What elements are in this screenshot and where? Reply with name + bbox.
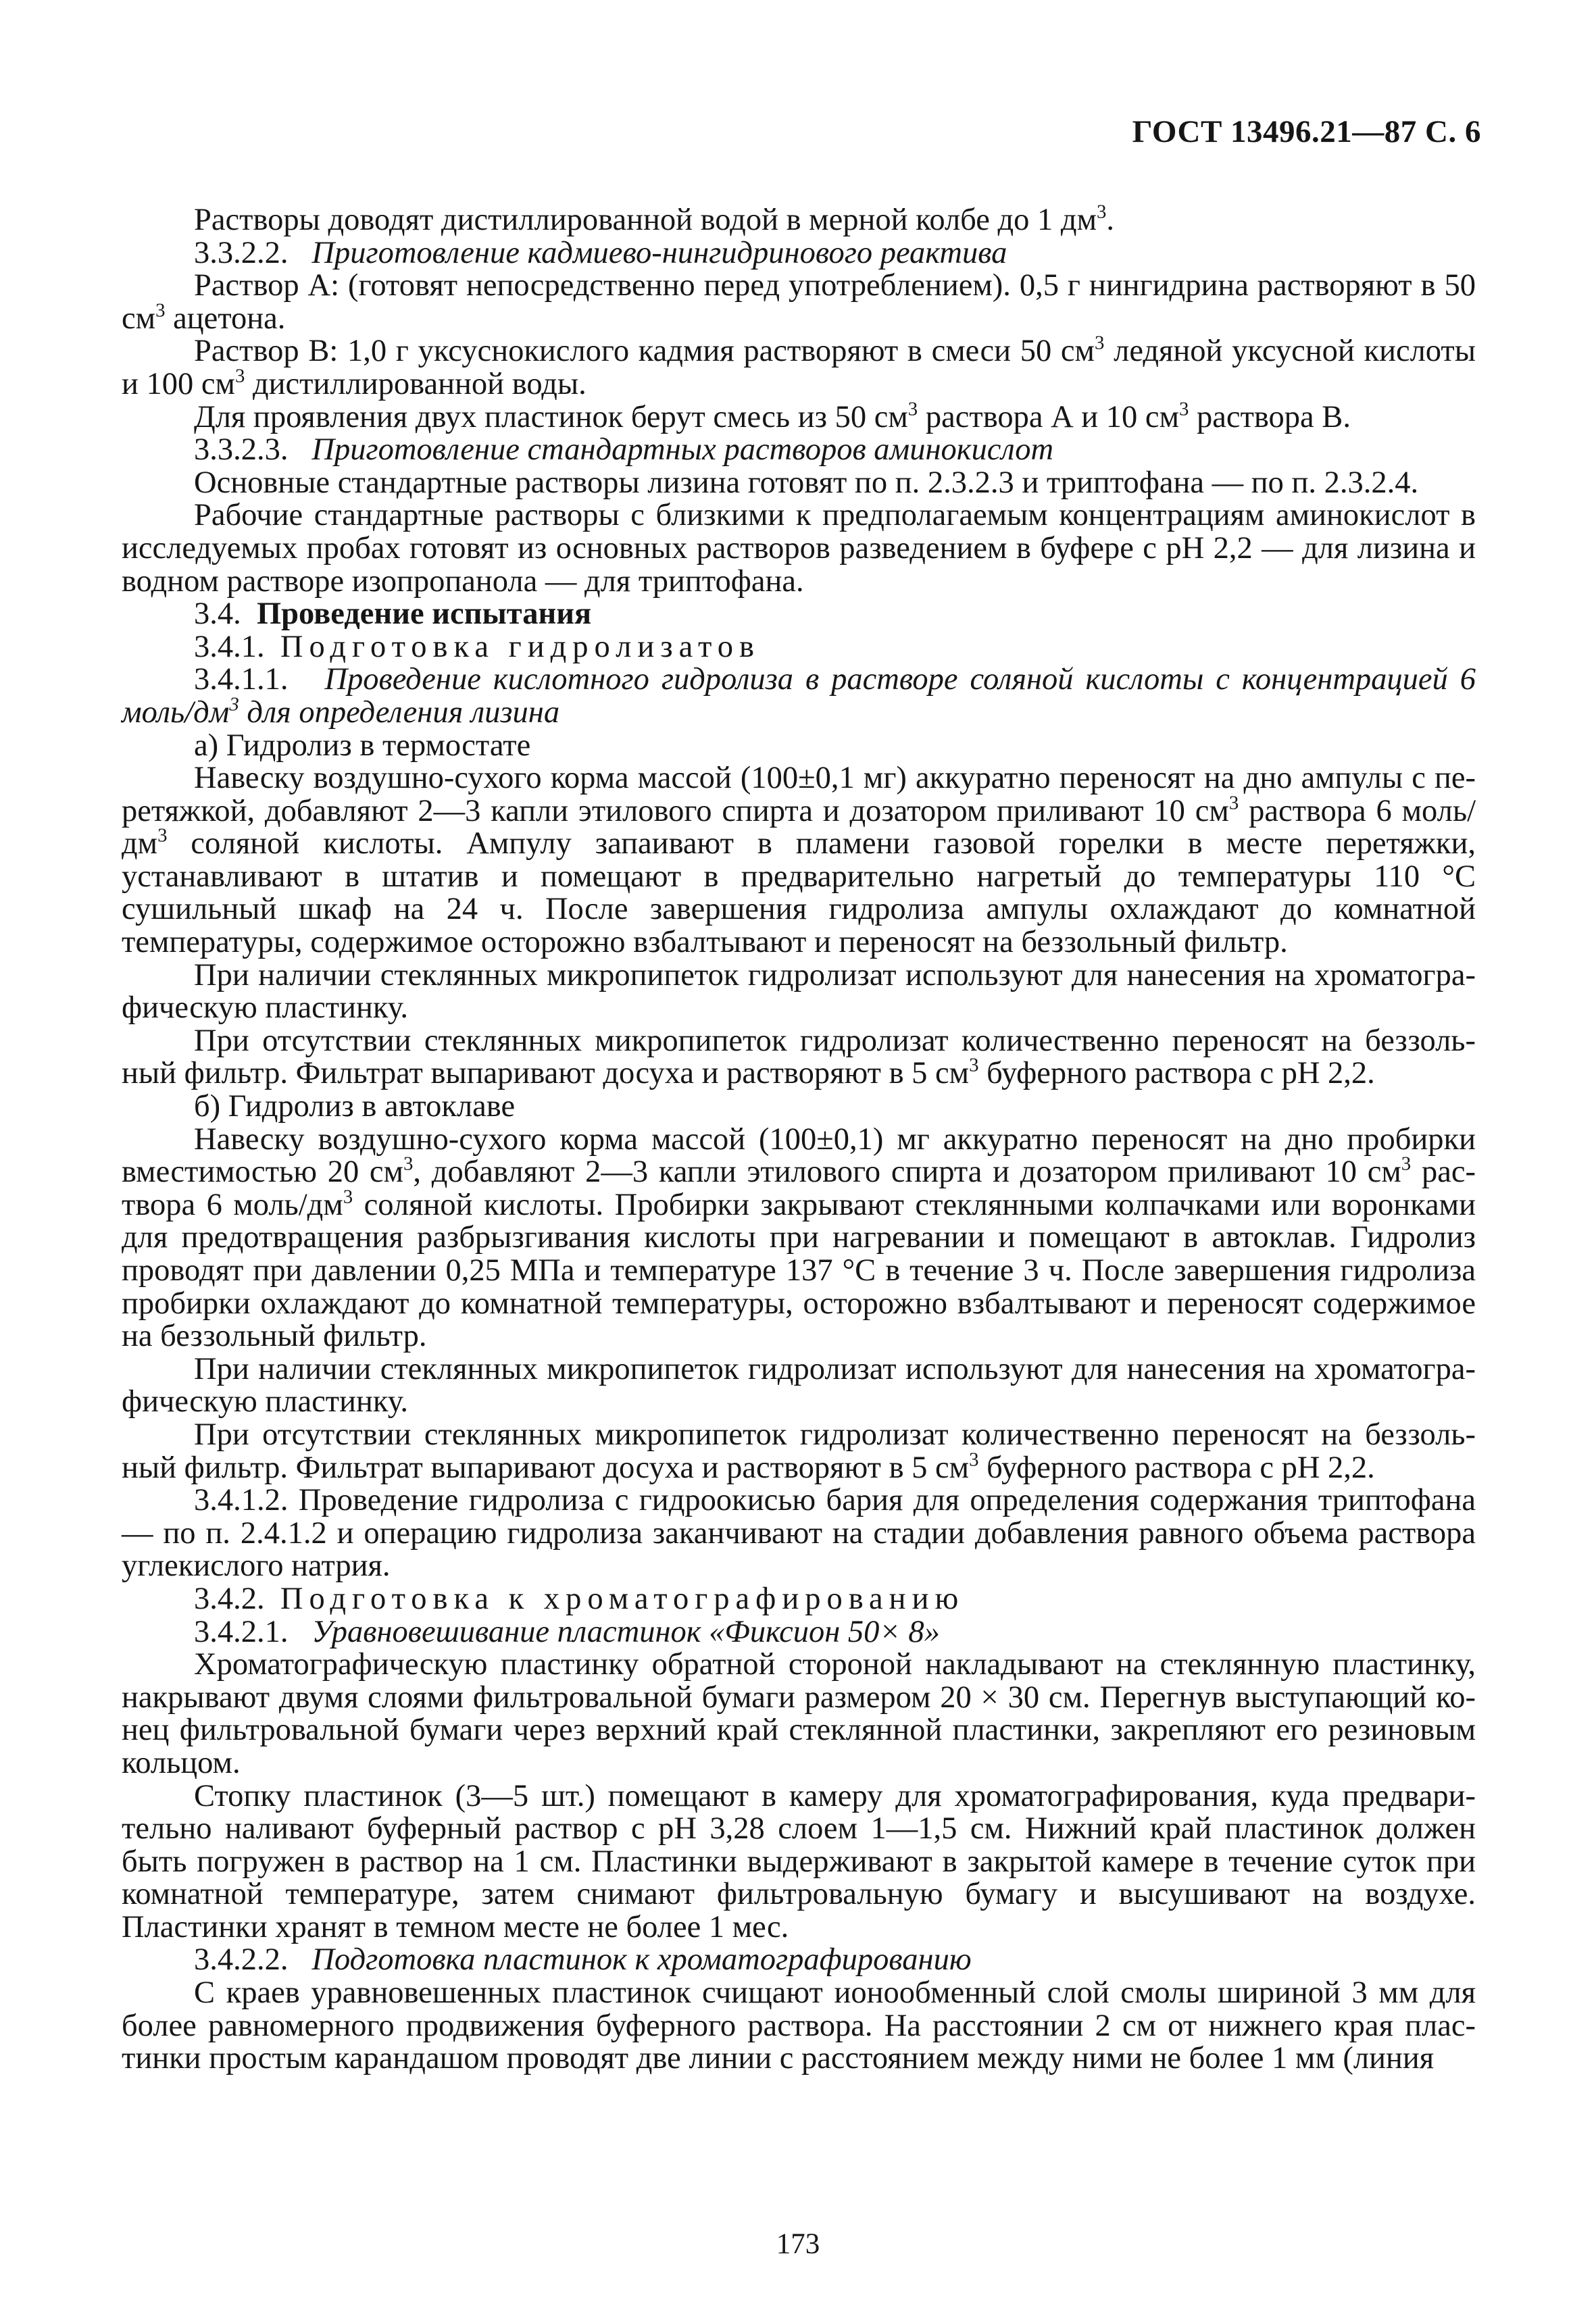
text-run: раствора 6 моль/дм — [122, 1155, 1476, 1222]
paragraph — [122, 1025, 1476, 1090]
superscript: 3 — [343, 1186, 353, 1208]
section-number: 3.4. — [194, 597, 241, 632]
section-title: для определения лизина — [239, 695, 560, 730]
text-run: . — [1106, 203, 1115, 237]
text-run: раствора А и 10 см — [918, 399, 1179, 434]
section-title: Приготовление стандартных растворов аминокислот — [311, 432, 1054, 468]
paragraph: Рабочие стандартные растворы с близкими к предполагаемым концентрациям аминокислот в исследуемых пробах готовят из основных растворов разведением в буфере с рН 2,2 — для лизина и водном растворе изопропанола — для триптофана. — [122, 498, 1476, 599]
subsection-heading — [122, 1944, 1476, 1977]
paragraph — [122, 1419, 1476, 1484]
superscript: 3 — [969, 1449, 979, 1471]
paragraph — [122, 332, 1476, 401]
superscript: 3 — [1094, 332, 1105, 355]
text-run: буферного раствора с рН 2,2. — [978, 1450, 1375, 1485]
text-run: раствора 6 моль/дм — [122, 793, 1476, 861]
section-number: 3.3.2.3. — [194, 432, 289, 468]
superscript: 3 — [969, 1055, 979, 1077]
paragraph: Стопку пластинок (3—5 шт.) помещают в камеру для хроматографирования, куда предварительно наливают буферный раствор с рН 3,28 слоем 1—1,5 см. Нижний край пластинок должен быть погружен в раствор на 1 см. Пластинки выдерживают в закрытой камере в течение суток при комнатной температуре, затем снимают фильтровальную бумагу и высушивают на воздухе. Пластинки хранят в темном месте не более 1 мес. — [122, 1778, 1476, 1944]
superscript: 3 — [1097, 201, 1107, 223]
section-title: Проведение кислотного гидролиза в растворе соляной кислоты с концентрацией 6 моль/дм — [122, 662, 1476, 730]
section-heading — [122, 598, 1476, 631]
subsection-heading — [122, 631, 1476, 664]
text-run: соляной кислоты. Ампулу запаивают в пламени газовой горелки в месте перетяжки, устанавливают в штатив и помещают в предварительно нагретый до температуры 110 °С сушильный шкаф на 24 ч. После завершения гидролиза ампулы охлаждают до комнатной температуры, содержимое осторожно взбалтывают и переносят на беззольный фильтр. — [122, 826, 1476, 960]
subsection-heading — [122, 1616, 1476, 1649]
section-number: 3.4.2.1. — [194, 1614, 289, 1649]
text-run: , добавляют 2—3 капли этилового спирта и дозатором приливают 10 см — [413, 1155, 1401, 1190]
paragraph: а) Гидролиз в термостате — [194, 728, 531, 763]
paragraph — [122, 270, 1476, 335]
subsection-heading — [122, 1583, 1476, 1616]
paragraph: 3.4.1.2. Проведение гидролиза с гидроокисью бария для определения содержания триптофана — по п. 2.4.1.2 и операцию гидролиза заканчивают на стадии добавления равного объема раствора углекислого натрия. — [122, 1483, 1476, 1584]
body-text — [122, 201, 1476, 2076]
text-run: буферного раствора с рН 2,2. — [978, 1056, 1375, 1091]
text-run: Для проявления двух пластинок берут смесь из 50 см — [194, 399, 908, 434]
paragraph — [122, 762, 1476, 959]
superscript: 3 — [1228, 792, 1239, 814]
paragraph: Основные стандартные растворы лизина готовят по п. 2.3.2.3 и триптофана — по п. 2.3.2.4. — [194, 465, 1419, 500]
section-number: 3.4.1. — [194, 629, 265, 664]
superscript: 3 — [229, 693, 239, 715]
page-number: 173 — [776, 2228, 820, 2260]
section-number: 3.4.1.1. — [194, 662, 289, 697]
text-run: ацетона. — [165, 301, 286, 336]
paragraph — [122, 1124, 1476, 1353]
paragraph: При наличии стеклянных микропипеток гидролизат используют для нанесения на хроматографическую пластинку. — [122, 957, 1476, 1026]
text-run: Навеску воздушно-сухого корма массой (100±0,1 мг) аккуратно переносят на дно ампулы с перетяжкой, добавляют 2—3 капли этилового спирта и дозатором приливают 10 см — [122, 761, 1476, 828]
superscript: 3 — [1401, 1153, 1412, 1175]
paragraph: С краев уравновешенных пластинок счищают ионообменный слой смолы шириной 3 мм для более равномерного продвижения буферного раствора. На расстоянии 2 см от нижнего края пластинки простым карандашом проводят две линии с расстоянием между ними не более 1 мм (линия — [122, 1976, 1476, 2076]
subsection-heading — [122, 237, 1476, 270]
text-run: соляной кислоты. Пробирки закрывают стеклянными колпачками или воронками для предотвращения разбрызгивания кислоты при нагревании и помещают в автоклав. Гидролиз проводят при давлении 0,25 МПа и температуре 137 °С в течение 3 ч. После завершения гидролиза пробирки охлаждают до комнатной температуры, осторожно взбалтывают и переносят содержимое на беззольный фильтр. — [122, 1187, 1476, 1354]
superscript: 3 — [155, 299, 166, 322]
page-header: ГОСТ 13496.21—87 С. 6 — [1132, 114, 1481, 149]
text-run: Растворы доводят дистиллированной водой в мерной колбе до 1 дм — [194, 203, 1097, 237]
section-title: Подготовка гидролизатов — [280, 629, 760, 664]
paragraph — [122, 398, 1476, 434]
section-number: 3.4.2.2. — [194, 1942, 289, 1978]
text-run: При отсутствии стеклянных микропипеток гидролизат количественно переносят на беззольный фильтр. Фильтрат выпаривают досуха и растворяют в 5 см — [122, 1023, 1476, 1091]
section-title: Уравновешивание пластинок «Фиксион 50× 8» — [311, 1614, 940, 1649]
superscript: 3 — [234, 365, 245, 387]
text-run: Навеску воздушно-сухого корма массой (100±0,1) мг аккуратно переносят на дно пробирки вместимостью 20 см — [122, 1122, 1476, 1190]
text-run: дистиллированной воды. — [245, 366, 587, 401]
section-title: Подготовка пластинок к хроматографированию — [311, 1942, 972, 1978]
text-run: Раствор А: (готовят непосредственно перед употреблением). 0,5 г нингидрина растворяют в 50 см — [122, 268, 1476, 336]
text-run: При отсутствии стеклянных микропипеток гидролизат количественно переносят на беззольный фильтр. Фильтрат выпаривают досуха и растворяют в 5 см — [122, 1417, 1476, 1485]
paragraph — [122, 201, 1476, 237]
superscript: 3 — [157, 824, 168, 847]
section-title: Подготовка к хроматографированию — [280, 1581, 965, 1616]
section-number: 3.4.2. — [194, 1581, 265, 1616]
paragraph: Хроматографическую пластинку обратной стороной накладывают на стеклянную пластинку, накрывают двумя слоями фильтровальной бумаги размером 20 × 30 см. Перегнув выступающий конец фильтровальной бумаги через верхний край стеклянной пластинки, закрепляют его резиновым кольцом. — [122, 1647, 1476, 1780]
subsection-heading — [122, 663, 1476, 729]
text-run: Раствор В: 1,0 г уксуснокислого кадмия растворяют в смеси 50 см — [194, 334, 1095, 369]
superscript: 3 — [403, 1153, 414, 1175]
section-title: Приготовление кадмиево-нингидринового реактива — [311, 235, 1007, 270]
paragraph: При наличии стеклянных микропипеток гидролизат используют для нанесения на хроматографическую пластинку. — [122, 1351, 1476, 1419]
superscript: 3 — [907, 398, 918, 420]
superscript: 3 — [1179, 398, 1189, 420]
paragraph: б) Гидролиз в автоклаве — [194, 1089, 516, 1124]
text-run: ледяной уксусной кислоты и 100 см — [122, 334, 1476, 401]
section-title: Проведение испытания — [257, 597, 592, 632]
subsection-heading — [122, 434, 1476, 467]
section-number: 3.3.2.2. — [194, 235, 289, 270]
text-run: раствора В. — [1189, 399, 1351, 434]
